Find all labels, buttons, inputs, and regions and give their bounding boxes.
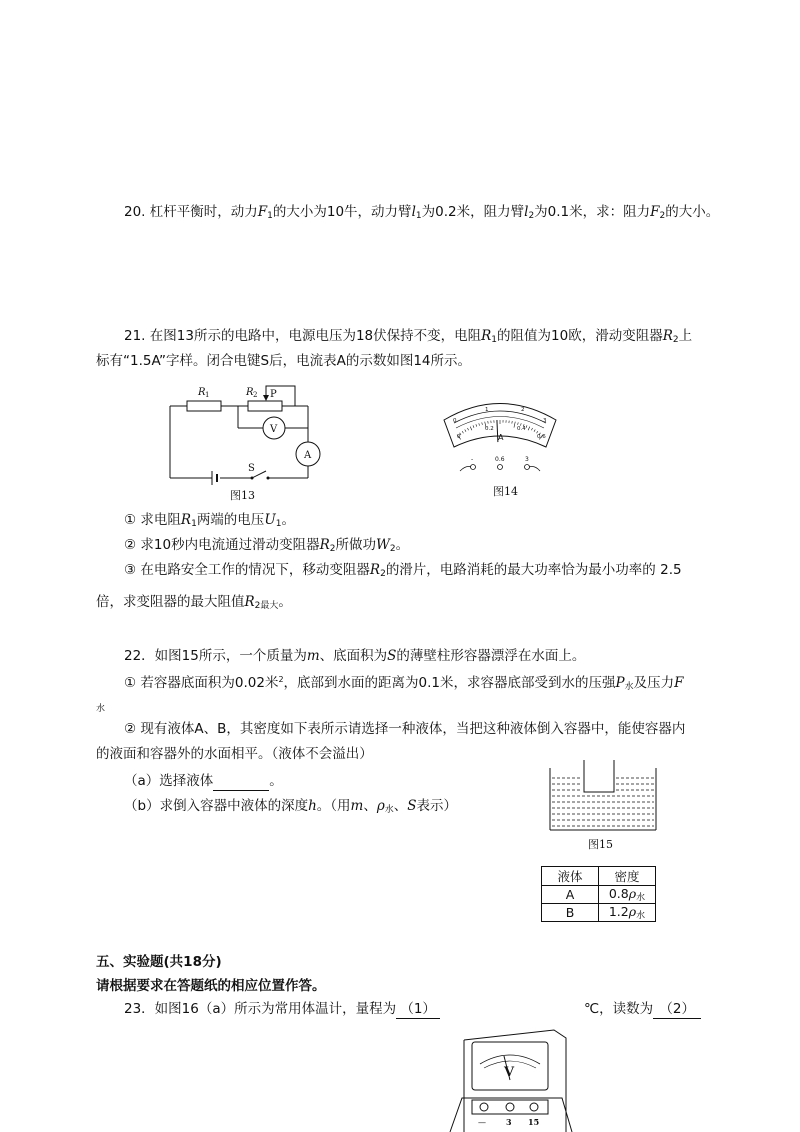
q22-line1: 22．如图15所示，一个质量为m、底面积为S的薄壁柱形容器漂浮在水面上。 xyxy=(124,648,586,664)
q21-sub1: ① 求电阻$R_1$两端的电压$U_1$。 xyxy=(124,512,295,529)
dial-top-tick: 3 xyxy=(543,418,547,424)
voltmeter-label: V xyxy=(504,1065,515,1080)
dial-tick xyxy=(514,422,515,428)
dial-tick xyxy=(465,430,466,432)
dial-tick xyxy=(482,422,483,424)
q22-sub1: ① 若容器底面积为0.02米$^2$，底部到水面的距离为0.1米，求容器底部受到水的压强$P_水$及压力F xyxy=(124,675,684,692)
q23-text: 23．如图16（a）所示为常用体温计，量程为 （1） xyxy=(124,1000,440,1019)
figure-13-caption: 图13 xyxy=(230,489,255,502)
q21-sub3-line2: 倍，求变阻器的最大阻值$R_{2最大}$。 xyxy=(96,594,292,611)
section-title: 五、实验题(共18分) xyxy=(96,954,222,970)
terminal-icon xyxy=(480,1103,488,1111)
answer-blank[interactable] xyxy=(213,772,269,791)
terminal-label: 15 xyxy=(528,1117,540,1127)
terminal-label: 3 xyxy=(506,1117,512,1127)
svg-text:V: V xyxy=(270,424,278,435)
terminal-label: — xyxy=(478,1118,486,1127)
floating-container xyxy=(584,760,614,792)
q21-line2: 标有“1.5A”字样。闭合电键S后，电流表A的示数如图14所示。 xyxy=(96,353,472,369)
dial-unit: A xyxy=(498,433,504,442)
dial-tick xyxy=(531,428,532,430)
q20-text: 20. 杠杆平衡时，动力$F_1$的大小为10牛，动力臂$l_1$为0.2米，阻力臂$l_2$为0.1米，求：阻力$F_2$的大小。 xyxy=(124,204,720,221)
q22-sub2-b: （b）求倒入容器中液体的深度h。（用m、$\rho_水$、S表示） xyxy=(124,798,458,815)
q22-sub2-line1: ② 现有液体A、B，其密度如下表所示请选择一种液体，当把这种液体倒入容器中，能使容器内 xyxy=(124,721,686,737)
table-row xyxy=(542,904,656,922)
dial-tick xyxy=(534,430,535,432)
dial-tick xyxy=(462,431,463,433)
dial-tick xyxy=(473,425,474,427)
terminal-icon xyxy=(498,465,503,470)
density-table xyxy=(541,866,656,922)
dial-bottom-tick: 0.6 xyxy=(537,434,546,440)
dial-tick xyxy=(467,428,468,430)
dial-bottom-tick: 0.2 xyxy=(485,426,494,432)
q21-sub3: ③ 在电路安全工作的情况下，移动变阻器$R_2$的滑片，电路消耗的最大功率恰为最小功率的 2.5 xyxy=(124,562,682,579)
figure-15-container xyxy=(548,760,658,832)
table-header: 液体 xyxy=(542,867,599,886)
dial-tick xyxy=(479,423,480,425)
svg-text:R: R xyxy=(246,387,254,398)
dial-top-tick: 2 xyxy=(521,407,525,413)
terminal-label: 0.6 xyxy=(495,456,505,463)
q21-line1: 21. 在图13所示的电路中，电源电压为18伏保持不变，电阻$R_1$的阻值为10欧，滑动变阻器$R_2$上 xyxy=(124,328,693,345)
table-cell: $0.8\rho_水$ xyxy=(599,886,656,904)
terminal-label: - xyxy=(471,456,474,463)
dial-bottom-tick: 0 xyxy=(457,434,461,440)
dial-top-tick: 0 xyxy=(453,418,457,424)
svg-text:S: S xyxy=(248,463,255,474)
dial-bottom-tick: 0.4 xyxy=(517,426,526,432)
answer-blank-1[interactable]: （1） xyxy=(396,1000,440,1019)
figure-14-caption: 图14 xyxy=(493,485,518,498)
q23-text-right: ℃，读数为 （2） xyxy=(584,1000,701,1019)
dial-tick xyxy=(518,422,519,424)
table-cell: $1.2\rho_水$ xyxy=(599,904,656,922)
table-header: 密度 xyxy=(599,867,656,886)
table-row xyxy=(542,886,656,904)
dial-tick xyxy=(537,431,538,433)
dial-tick xyxy=(526,425,527,427)
svg-text:R: R xyxy=(198,387,206,398)
figure-16-voltmeter xyxy=(446,1028,576,1132)
table-row xyxy=(542,867,656,886)
q21-sub2: ② 求10秒内电流通过滑动变阻器$R_2$所做功$W_2$。 xyxy=(124,537,410,554)
dial-tick xyxy=(470,427,472,431)
terminal-icon xyxy=(506,1103,514,1111)
svg-text:2: 2 xyxy=(253,391,258,399)
q22-sub1-wrap: 水 xyxy=(96,704,106,714)
figure-13-circuit xyxy=(160,378,330,498)
svg-text:P: P xyxy=(270,389,277,400)
dial-tick xyxy=(528,427,530,431)
terminal-label: 3 xyxy=(525,456,529,463)
answer-blank-2[interactable]: （2） xyxy=(653,1000,701,1019)
dial-top-tick: 1 xyxy=(485,407,489,413)
terminal-icon xyxy=(530,1103,538,1111)
table-cell: B xyxy=(542,904,599,922)
dial-tick xyxy=(476,424,477,426)
resistor-r2 xyxy=(248,401,282,411)
svg-text:1: 1 xyxy=(205,391,210,399)
figure-15-caption: 图15 xyxy=(588,838,613,851)
q22-sub2-line2: 的液面和容器外的水面相平。（液体不会溢出） xyxy=(96,746,373,762)
terminal-icon xyxy=(471,465,476,470)
svg-text:A: A xyxy=(304,450,312,461)
section-instruction: 请根据要求在答题纸的相应位置作答。 xyxy=(96,978,326,994)
table-cell: A xyxy=(542,886,599,904)
q22-sub2-a: （a）选择液体 。 xyxy=(124,773,283,789)
terminal-icon xyxy=(525,465,530,470)
figure-14-ammeter xyxy=(440,395,560,490)
resistor-r1 xyxy=(187,401,221,411)
